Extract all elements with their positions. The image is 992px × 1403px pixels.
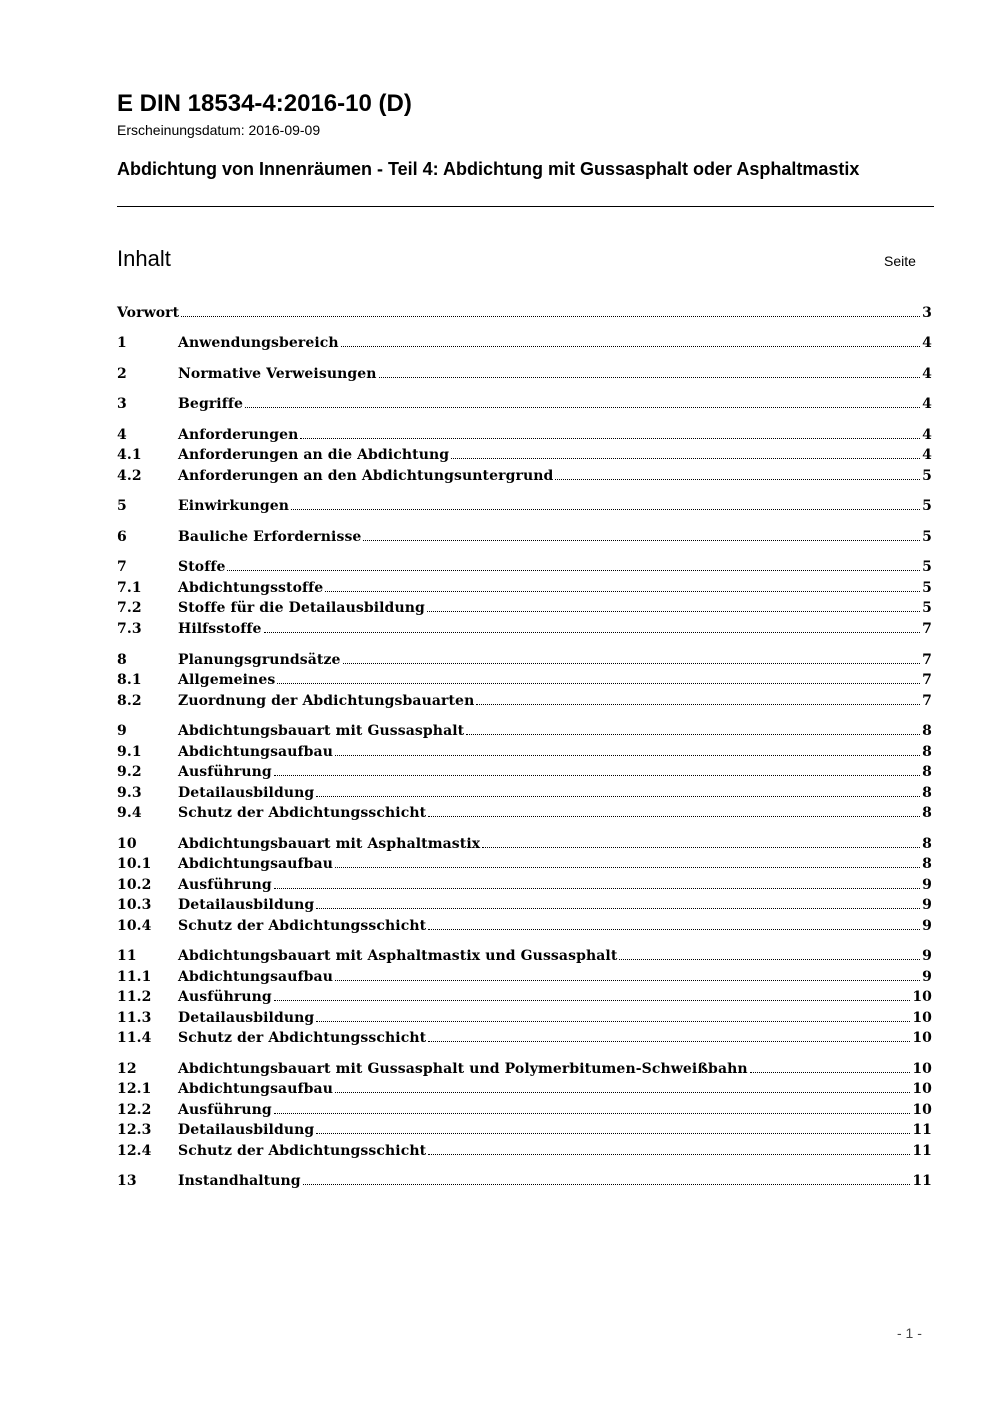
toc-dot-leader [428, 929, 920, 930]
toc-entry-number: 7.2 [117, 600, 142, 616]
toc-entry-label: Schutz der Abdichtungsschicht [178, 805, 427, 821]
toc-entry-label: Bauliche Erfordernisse [178, 529, 362, 545]
toc-entry-label: Abdichtungsbauart mit Asphaltmastix und Gussasphalt [178, 948, 618, 964]
toc-entry-page: 4 [922, 447, 932, 463]
toc-entry[interactable] [117, 875, 932, 895]
toc-entry[interactable] [117, 834, 932, 854]
toc-entry-number: 4 [117, 427, 127, 443]
toc-entry-page: 5 [922, 600, 932, 616]
toc-entry-label: Normative Verweisungen [178, 366, 377, 382]
toc-entry-page: 8 [922, 785, 932, 801]
toc-dot-leader [277, 683, 920, 684]
toc-entry-number: 9.3 [117, 785, 142, 801]
toc-entry-label: Anforderungen [178, 427, 299, 443]
toc-entry[interactable] [117, 1171, 932, 1191]
toc-entry-label: Abdichtungsstoffe [178, 580, 324, 596]
toc-entry-page: 10 [912, 1081, 932, 1097]
toc-dot-leader [619, 959, 920, 960]
toc-entry[interactable] [117, 670, 932, 690]
toc-dot-leader [428, 816, 920, 817]
toc-entry[interactable] [117, 598, 932, 618]
toc-dot-leader [451, 458, 920, 459]
toc-entry-page: 8 [922, 744, 932, 760]
toc-entry-label: Ausführung [178, 877, 272, 893]
toc-dot-leader [274, 888, 920, 889]
toc-entry-number: 11.4 [117, 1030, 152, 1046]
toc-dot-leader [291, 509, 920, 510]
title-divider [117, 206, 934, 207]
toc-entry[interactable] [117, 1008, 932, 1028]
toc-entry-label: Stoffe [178, 559, 226, 575]
toc-entry[interactable] [117, 1120, 932, 1140]
toc-entry[interactable] [117, 496, 932, 516]
toc-entry-page: 8 [922, 836, 932, 852]
toc-entry-label: Einwirkungen [178, 498, 290, 514]
toc-entry-page: 5 [922, 468, 932, 484]
toc-entry[interactable] [117, 619, 932, 639]
toc-dot-leader [379, 377, 921, 378]
toc-dot-leader [335, 867, 920, 868]
toc-entry-page: 11 [912, 1122, 932, 1138]
toc-entry-page: 9 [922, 969, 932, 985]
toc-entry-label: Abdichtungsaufbau [178, 1081, 333, 1097]
toc-entry-page: 10 [912, 1030, 932, 1046]
toc-entry-page: 5 [922, 559, 932, 575]
toc-dot-leader [181, 316, 920, 317]
toc-entry-label: Planungsgrundsätze [178, 652, 341, 668]
toc-entry-label: Abdichtungsaufbau [178, 969, 333, 985]
toc-dot-leader [335, 755, 920, 756]
toc-entry[interactable] [117, 854, 932, 874]
toc-entry-page: 10 [912, 1061, 932, 1077]
toc-entry-page: 4 [922, 396, 932, 412]
toc-entry-number: 10.4 [117, 918, 152, 934]
toc-entry-label: Zuordnung der Abdichtungsbauarten [178, 693, 475, 709]
toc-entry-page: 7 [922, 672, 932, 688]
toc-entry-label: Abdichtungsaufbau [178, 744, 333, 760]
toc-entry[interactable] [117, 742, 932, 762]
toc-dot-leader [274, 1000, 910, 1001]
toc-dot-leader [227, 570, 920, 571]
document-title: Abdichtung von Innenräumen - Teil 4: Abdichtung mit Gussasphalt oder Asphaltmastix [117, 159, 860, 179]
toc-entry[interactable] [117, 303, 932, 323]
toc-entry-page: 10 [912, 1010, 932, 1026]
toc-entry-page: 8 [922, 723, 932, 739]
toc-entry-page: 4 [922, 366, 932, 382]
toc-dot-leader [316, 908, 920, 909]
toc-dot-leader [482, 847, 920, 848]
toc-entry-page: 5 [922, 529, 932, 545]
toc-entry[interactable] [117, 762, 932, 782]
toc-dot-leader [466, 734, 920, 735]
document-id: E DIN 18534-4:2016-10 (D) [117, 90, 412, 117]
toc-entry-page: 5 [922, 580, 932, 596]
toc-entry-page: 9 [922, 897, 932, 913]
toc-entry[interactable] [117, 527, 932, 547]
toc-entry[interactable] [117, 1079, 932, 1099]
toc-entry-number: 12.3 [117, 1122, 152, 1138]
toc-entry-number: 9.2 [117, 764, 142, 780]
toc-dot-leader [343, 663, 921, 664]
toc-entry[interactable] [117, 895, 932, 915]
toc-entry-number: 12 [117, 1061, 137, 1077]
toc-entry-label: Abdichtungsbauart mit Gussasphalt und Polymerbitumen-Schweißbahn [178, 1061, 748, 1077]
toc-entry-label: Abdichtungsbauart mit Asphaltmastix [178, 836, 481, 852]
toc-entry-label: Stoffe für die Detailausbildung [178, 600, 425, 616]
toc-dot-leader [750, 1072, 911, 1073]
toc-entry-label: Detailausbildung [178, 1010, 315, 1026]
toc-entry-label: Instandhaltung [178, 1173, 301, 1189]
toc-entry[interactable] [117, 803, 932, 823]
toc-dot-leader [264, 632, 921, 633]
toc-entry-number: 10.3 [117, 897, 152, 913]
toc-entry-page: 7 [922, 693, 932, 709]
toc-entry-number: 8 [117, 652, 127, 668]
toc-entry-number: 13 [117, 1173, 137, 1189]
toc-dot-leader [363, 540, 920, 541]
toc-entry[interactable] [117, 691, 932, 711]
toc-entry-page: 9 [922, 918, 932, 934]
toc-entry[interactable] [117, 1141, 932, 1161]
toc-entry[interactable] [117, 916, 932, 936]
toc-entry-page: 9 [922, 948, 932, 964]
toc-entry-page: 7 [922, 652, 932, 668]
toc-entry-label: Anwendungsbereich [178, 335, 339, 351]
toc-entry[interactable] [117, 1100, 932, 1120]
toc-entry[interactable] [117, 333, 932, 353]
toc-entry[interactable] [117, 946, 932, 966]
toc-entry[interactable] [117, 987, 932, 1007]
toc-entry-label: Vorwort [117, 305, 180, 321]
toc-entry-label: Abdichtungsaufbau [178, 856, 333, 872]
toc-dot-leader [316, 1133, 910, 1134]
toc-entry-number: 3 [117, 396, 127, 412]
toc-entry-number: 7.3 [117, 621, 142, 637]
toc-entry-number: 8.1 [117, 672, 142, 688]
toc-entry-label: Abdichtungsbauart mit Gussasphalt [178, 723, 465, 739]
toc-entry-number: 7.1 [117, 580, 142, 596]
toc-entry[interactable] [117, 394, 932, 414]
toc-entry-page: 4 [922, 427, 932, 443]
toc-entry[interactable] [117, 445, 932, 465]
toc-entry-page: 10 [912, 1102, 932, 1118]
toc-entry-number: 11.1 [117, 969, 152, 985]
toc-entry[interactable] [117, 783, 932, 803]
toc-entry-page: 10 [912, 989, 932, 1005]
toc-entry-label: Schutz der Abdichtungsschicht [178, 1143, 427, 1159]
toc-entry-label: Detailausbildung [178, 1122, 315, 1138]
toc-entry-page: 5 [922, 498, 932, 514]
toc-entry[interactable] [117, 557, 932, 577]
toc-entry-label: Schutz der Abdichtungsschicht [178, 1030, 427, 1046]
toc-entry-label: Begriffe [178, 396, 243, 412]
toc-entry-label: Ausführung [178, 764, 272, 780]
toc-entry-label: Anforderungen an die Abdichtung [178, 447, 450, 463]
toc-heading: Inhalt [117, 246, 171, 271]
toc-entry-number: 12.1 [117, 1081, 152, 1097]
toc-dot-leader [325, 591, 920, 592]
toc-entry-page: 8 [922, 856, 932, 872]
toc-entry-page: 4 [922, 335, 932, 351]
toc-entry-number: 11.3 [117, 1010, 152, 1026]
toc-entry-number: 12.2 [117, 1102, 152, 1118]
toc-entry-page: 11 [912, 1143, 932, 1159]
toc-dot-leader [274, 775, 920, 776]
toc-entry-label: Ausführung [178, 989, 272, 1005]
toc-entry-page: 3 [922, 305, 932, 321]
toc-entry-number: 9 [117, 723, 127, 739]
toc-entry[interactable] [117, 1028, 932, 1048]
toc-entry-number: 10.2 [117, 877, 152, 893]
toc-entry-number: 11 [117, 948, 137, 964]
toc-entry-number: 4.1 [117, 447, 142, 463]
toc-entry-label: Allgemeines [178, 672, 276, 688]
toc-dot-leader [316, 796, 920, 797]
toc-entry-number: 10 [117, 836, 137, 852]
toc-dot-leader [300, 438, 920, 439]
toc-entry-page: 8 [922, 764, 932, 780]
toc-entry-page: 7 [922, 621, 932, 637]
toc-entry[interactable] [117, 721, 932, 741]
toc-dot-leader [476, 704, 920, 705]
toc-dot-leader [335, 1092, 910, 1093]
toc-entry-number: 11.2 [117, 989, 152, 1005]
toc-entry[interactable] [117, 364, 932, 384]
toc-dot-leader [274, 1113, 910, 1114]
toc-entry[interactable] [117, 578, 932, 598]
toc-entry[interactable] [117, 466, 932, 486]
toc-entry-number: 8.2 [117, 693, 142, 709]
toc-entry-page: 8 [922, 805, 932, 821]
publication-date: Erscheinungsdatum: 2016-09-09 [117, 122, 321, 138]
toc-dot-leader [555, 479, 920, 480]
toc-entry-number: 2 [117, 366, 127, 382]
toc-entry-page: 9 [922, 877, 932, 893]
toc-entry-label: Anforderungen an den Abdichtungsuntergrund [178, 468, 554, 484]
toc-entry-number: 1 [117, 335, 127, 351]
toc-entry-page: 11 [912, 1173, 932, 1189]
toc-entry[interactable] [117, 967, 932, 987]
toc-entry-number: 9.1 [117, 744, 142, 760]
toc-entry-number: 12.4 [117, 1143, 152, 1159]
toc-entry-number: 5 [117, 498, 127, 514]
toc-entry-number: 6 [117, 529, 127, 545]
toc-entry-label: Hilfsstoffe [178, 621, 262, 637]
toc-entry-number: 4.2 [117, 468, 142, 484]
toc-dot-leader [341, 346, 920, 347]
toc-entry[interactable] [117, 425, 932, 445]
toc-entry[interactable] [117, 1059, 932, 1079]
toc-dot-leader [428, 1154, 910, 1155]
toc-dot-leader [335, 980, 920, 981]
toc-entry-label: Detailausbildung [178, 785, 315, 801]
toc-entry-label: Detailausbildung [178, 897, 315, 913]
toc-entry-number: 7 [117, 559, 127, 575]
toc-dot-leader [316, 1021, 910, 1022]
toc-page-column-label: Seite [884, 253, 916, 269]
toc-dot-leader [427, 611, 920, 612]
toc-dot-leader [245, 407, 920, 408]
page-number: - 1 - [897, 1325, 922, 1341]
toc-dot-leader [303, 1184, 911, 1185]
toc-entry-label: Ausführung [178, 1102, 272, 1118]
toc-dot-leader [428, 1041, 910, 1042]
toc-entry-number: 10.1 [117, 856, 152, 872]
toc-entry-label: Schutz der Abdichtungsschicht [178, 918, 427, 934]
toc-entry-number: 9.4 [117, 805, 142, 821]
toc-entry[interactable] [117, 650, 932, 670]
